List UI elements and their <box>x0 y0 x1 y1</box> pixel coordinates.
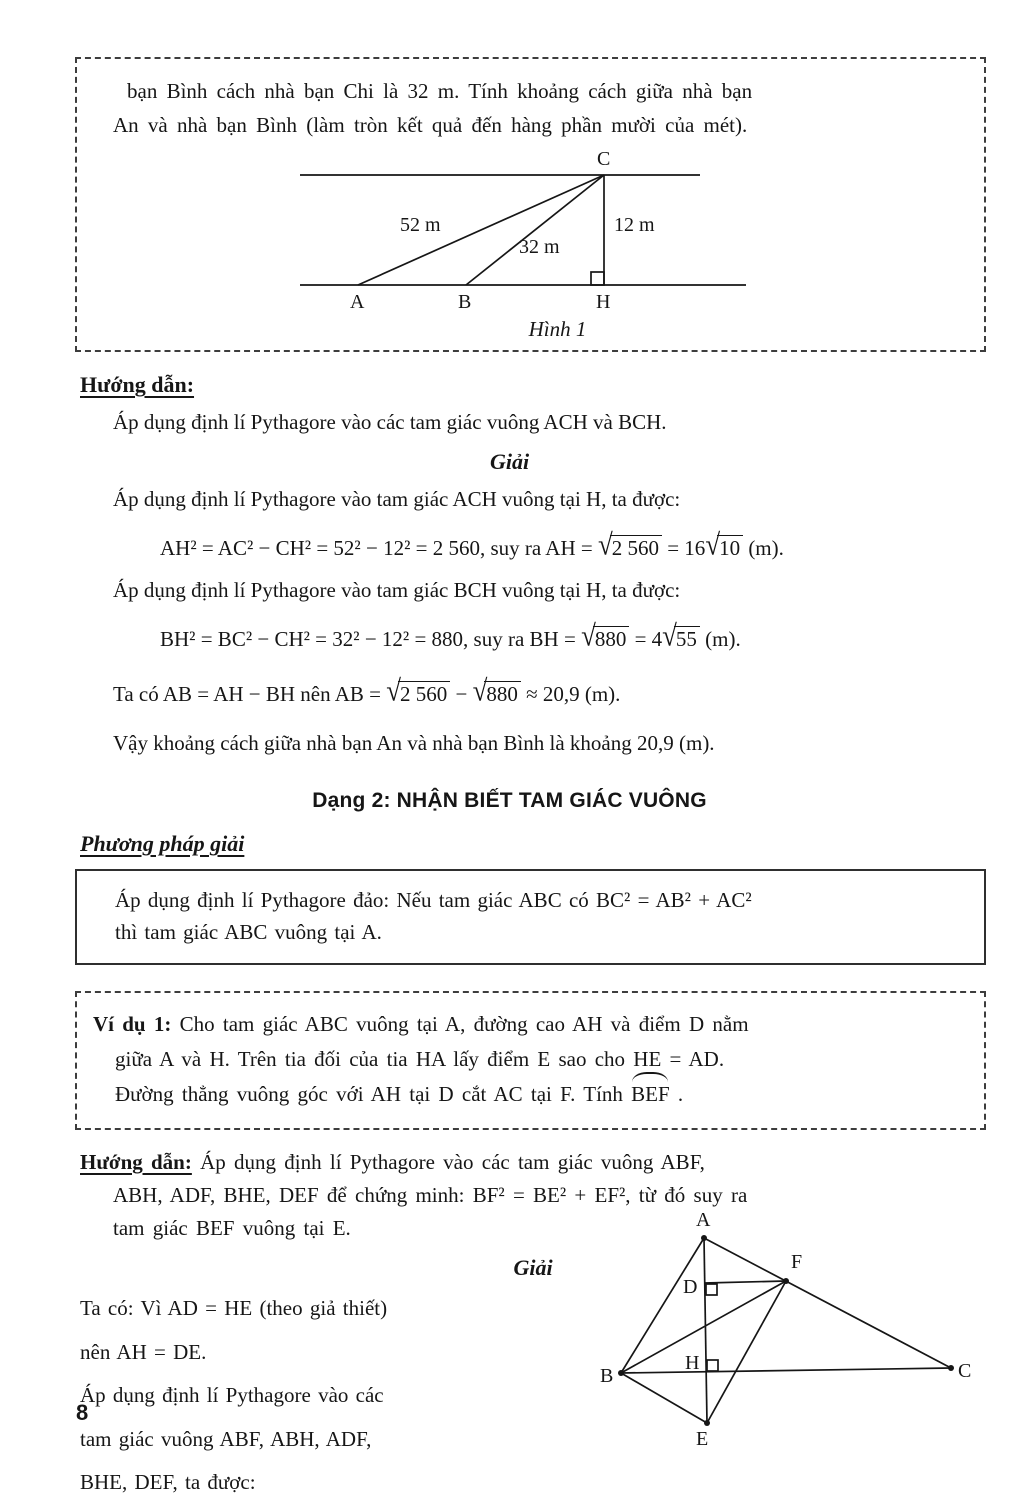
length-label-CH: 12 m <box>613 214 655 236</box>
radicand: 2 560 <box>610 535 662 561</box>
page-number: 8 <box>76 1400 89 1425</box>
formula-text: (m). <box>699 627 741 652</box>
radical-sign: √ <box>386 674 401 708</box>
formula-AH <box>160 527 984 566</box>
point-C <box>948 1365 954 1371</box>
solution-paragraph-1: Áp dụng định lí Pythagore vào tam giác ACH vuông tại H, ta được: <box>113 486 681 511</box>
example-1-text: Đường thẳng vuông góc với AH tại D cắt AC tại F. Tính <box>115 1081 632 1106</box>
formula-text: − <box>450 682 473 707</box>
radical-sign: √ <box>581 619 596 653</box>
point-label-B: B <box>457 291 471 313</box>
point-F <box>783 1278 789 1284</box>
segment-AE <box>704 1238 707 1423</box>
figure-1 <box>113 145 962 342</box>
radical-sign: √ <box>705 527 721 562</box>
length-label-AC: 52 m <box>399 214 441 236</box>
point-label-C: C <box>596 148 610 170</box>
formula-text: (m). <box>743 536 784 560</box>
point-B <box>618 1370 624 1376</box>
point-label-B: B <box>600 1364 614 1387</box>
figure-2-drawing <box>586 1208 986 1453</box>
formula-text: ≈ 20,9 (m). <box>520 682 621 707</box>
problem-text-line-2: An và nhà bạn Bình (làm tròn kết quả đến hàng phần mười của mét). <box>113 112 748 137</box>
point-label-A: A <box>349 291 364 313</box>
section-2-title: Dạng 2: NHẬN BIẾT TAM GIÁC VUÔNG <box>312 788 707 812</box>
radicand: 10 <box>717 535 743 561</box>
guide-1-heading: Hướng dẫn: <box>80 372 195 397</box>
method-heading: Phương pháp giải <box>80 830 245 856</box>
segment-BC <box>466 175 604 285</box>
guide-2-heading: Hướng dẫn: <box>80 1149 192 1174</box>
figure-1-caption: Hình 1 <box>528 317 587 341</box>
figure-2 <box>586 1208 986 1459</box>
right-angle-mark-D <box>706 1284 717 1295</box>
radicand: 880 <box>484 681 521 707</box>
formula-text: Ta có AB = AH − BH nên AB = <box>113 682 387 707</box>
guide-2-line-2: ABH, ADF, BHE, DEF để chứng minh: BF² = BE² + EF², từ đó suy ra <box>113 1182 748 1207</box>
guide-2-line-1 <box>80 1146 986 1179</box>
radical-sign: √ <box>472 674 488 708</box>
right-angle-mark-H <box>591 272 604 285</box>
point-label-C: C <box>958 1359 972 1382</box>
point-label-H: H <box>595 291 610 313</box>
sqrt-term <box>581 618 629 657</box>
guide-1-intro: Áp dụng định lí Pythagore vào các tam giác vuông ACH và BCH. <box>113 410 667 434</box>
example-1-text: . <box>669 1081 684 1106</box>
point-label-F: F <box>791 1250 803 1273</box>
figure-1-drawing <box>298 145 778 315</box>
solution-paragraph-2: Áp dụng định lí Pythagore vào tam giác BCH vuông tại H, ta được: <box>113 577 681 602</box>
radicand: 55 <box>674 626 700 652</box>
example-1-text: Cho tam giác ABC vuông tại A, đường cao AH và điểm D nằm <box>171 1011 749 1036</box>
solution-2-line: Ta có: Vì AD = HE (theo giả thiết) <box>80 1296 388 1321</box>
formula-BH <box>160 618 984 657</box>
radicand: 880 <box>593 626 630 652</box>
right-angle-mark-H <box>707 1360 718 1371</box>
solution-conclusion: Vậy khoảng cách giữa nhà bạn An và nhà bạn Bình là khoảng 20,9 (m). <box>113 731 715 756</box>
sqrt-term <box>662 618 700 657</box>
angle-BEF: BEF <box>631 1077 670 1112</box>
point-label-H: H <box>685 1351 700 1374</box>
example-1-label: Ví dụ 1: <box>93 1011 172 1036</box>
segment-AC <box>358 175 604 285</box>
formula-AB <box>113 673 984 712</box>
formula-text: = 4 <box>629 627 663 652</box>
point-label-A: A <box>696 1208 711 1231</box>
guide-2-text: Áp dụng định lí Pythagore vào các tam giác vuông ABF, <box>191 1149 705 1174</box>
solution-label-1: Giải <box>489 448 530 474</box>
guide-1-heading-row <box>80 372 1019 398</box>
formula-text: BH² = BC² − CH² = 32² − 12² = 880, suy ra BH = <box>160 627 582 652</box>
problem-box <box>75 57 986 352</box>
segment-DF <box>705 1281 786 1283</box>
solution-2-line: Áp dụng định lí Pythagore vào các <box>80 1383 384 1408</box>
example-1-line-2: giữa A và H. Trên tia đối của tia HA lấy điểm E sao cho HE = AD. <box>115 1046 725 1071</box>
sqrt-term <box>705 527 743 566</box>
point-E <box>704 1420 710 1426</box>
sqrt-term <box>386 673 450 712</box>
formula-text: = 16 <box>661 536 706 560</box>
example-1-box <box>75 991 986 1130</box>
segment-AC <box>704 1238 951 1368</box>
solution-2-text <box>80 1293 628 1499</box>
point-label-D: D <box>683 1275 698 1298</box>
example-1-line-1 <box>93 1007 968 1042</box>
method-box <box>75 869 986 965</box>
guide-2-section <box>80 1146 986 1499</box>
segment-BC <box>621 1368 951 1373</box>
point-label-E: E <box>696 1427 709 1450</box>
solution-2-line: BHE, DEF, ta được: <box>80 1470 256 1495</box>
radical-sign: √ <box>662 619 677 653</box>
point-A <box>701 1235 707 1241</box>
length-label-BC: 32 m <box>518 236 560 258</box>
solution-label-2: Giải <box>513 1255 553 1281</box>
problem-text-line-1: bạn Bình cách nhà bạn Chi là 32 m. Tính khoảng cách giữa nhà bạn <box>127 79 753 103</box>
radicand: 2 560 <box>398 681 450 707</box>
sqrt-term <box>473 673 521 712</box>
guide-2-line-3: tam giác BEF vuông tại E. <box>113 1215 351 1240</box>
radical-sign: √ <box>597 527 613 562</box>
method-line-1: Áp dụng định lí Pythagore đảo: Nếu tam giác ABC có BC² = AB² + AC² <box>115 887 752 912</box>
solution-2-line: nên AH = DE. <box>80 1339 207 1364</box>
solution-2-line: tam giác vuông ABF, ABH, ADF, <box>80 1426 372 1451</box>
method-line-2: thì tam giác ABC vuông tại A. <box>115 920 382 945</box>
sqrt-term <box>598 527 662 566</box>
formula-text: AH² = AC² − CH² = 52² − 12² = 2 560, suy ra AH = <box>160 536 598 560</box>
example-1-line-3 <box>115 1077 968 1112</box>
segment-BE <box>621 1373 707 1423</box>
